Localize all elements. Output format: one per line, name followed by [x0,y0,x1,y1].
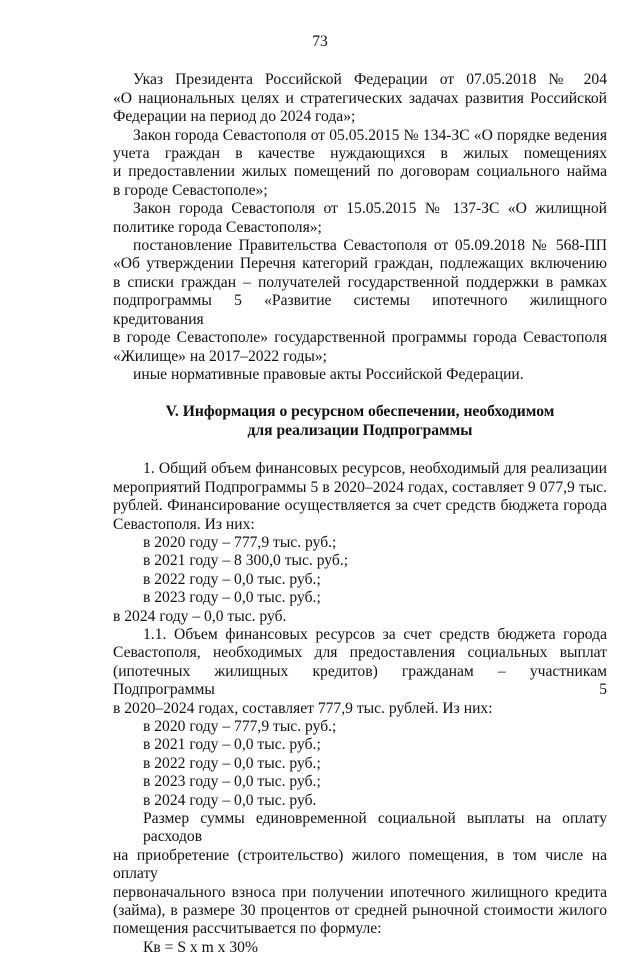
list-item: в 2023 году – 0,0 тыс. руб.; [143,589,321,607]
text-line: в списки граждан – получателей государственной поддержки в рамках [113,273,607,291]
list-item: в 2021 году – 0,0 тыс. руб.; [143,736,321,754]
text-line: в городе Севастополе» государственной программы города Севастополя [113,329,607,347]
text-line: (ипотечных жилищных кредитов) гражданам – участникам Подпрограммы 5 [113,662,607,699]
text-line: и предоставлении жилых помещений по договорам социального найма [113,163,607,181]
text-line: постановление Правительства Севастополя от 05.09.2018 № 568-ПП [133,237,607,255]
formula: Кв = S х m х 30% [143,938,258,956]
text-line: Севастополя, необходимых для предоставления социальных выплат [113,644,607,662]
text-line: на приобретение (строительство) жилого помещения, в том числе на оплату [113,846,607,883]
legal-act-law-134 [113,127,607,201]
list-item: в 2022 году – 0,0 тыс. руб.; [143,570,321,588]
text-line: учета граждан в качестве нуждающихся в жилых помещениях [113,145,607,163]
legal-acts-list [113,71,607,384]
text-line: мероприятий Подпрограммы 5 в 2020–2024 годах, составляет 9 077,9 тыс. [113,478,607,496]
text-line: в 2020–2024 годах, составляет 777,9 тыс. рублей. Из них: [113,699,493,717]
paragraph-total-funding [113,460,607,534]
text-line: «О национальных целях и стратегических задачах развития Российской [113,89,607,107]
text-line: иные нормативные правовые акты Российской Федерации. [133,365,524,383]
text-line: 1.1. Объем финансовых ресурсов за счет средств бюджета города [143,625,607,643]
text-line: Федерации на период до 2024 года»; [113,108,356,126]
funding-by-year-list [113,534,607,626]
paragraph-social-payments [113,626,607,718]
list-item: в 2024 году – 0,0 тыс. руб. [143,791,317,809]
text-line: помещения рассчитывается по формуле: [113,920,382,938]
text-line: Закон города Севастополя от 05.05.2015 № 134-ЗС «О порядке ведения [133,126,607,144]
section-heading-line: V. Информация о ресурсном обеспечении, необходимом [165,403,555,421]
section-heading [113,402,607,440]
legal-act-resolution-568 [113,237,607,366]
text-line: Размер суммы единовременной социальной выплаты на оплату расходов [143,810,607,846]
text-line: в городе Севастополе»; [113,181,268,199]
list-item: в 2024 году – 0,0 тыс. руб. [113,607,287,625]
text-line: Севастополя. Из них: [113,515,255,533]
list-item: в 2022 году – 0,0 тыс. руб.; [143,754,321,772]
text-line: рублей. Финансирование осуществляется за счет средств бюджета города [113,497,607,515]
legal-act-other [113,366,607,384]
text-line: политике города Севастополя»; [113,218,322,236]
list-item: в 2023 году – 0,0 тыс. руб.; [143,773,321,791]
list-item: в 2020 году – 777,9 тыс. руб.; [143,533,337,551]
text-line: Указ Президента Российской Федерации от 07.05.2018 № 204 [133,71,607,89]
text-line: «Жилище» на 2017–2022 годы»; [113,347,327,365]
list-item: в 2020 году – 777,9 тыс. руб.; [143,718,337,735]
text-line: (займа), в размере 30 процентов от средней рыночной стоимости жилого [113,902,607,920]
text-line: подпрограммы 5 «Развитие системы ипотечного жилищного кредитования [113,292,607,328]
text-line: «Об утверждении Перечня категорий граждан, подлежащих включению [113,255,607,273]
paragraph-payment-size [113,810,607,939]
text-line: Закон города Севастополя от 15.05.2015 № 137-ЗС «О жилищной [133,200,607,218]
legal-act-law-137 [113,200,607,237]
page-number: 73 [312,33,328,50]
text-line: 1. Общий объем финансовых ресурсов, необходимый для реализации [143,460,607,478]
text-line: первоначального взноса при получении ипотечного жилищного кредита [113,883,607,901]
legal-act-decree-204 [113,71,607,126]
list-item: в 2021 году – 8 300,0 тыс. руб.; [143,552,349,570]
social-payments-by-year-list [113,718,607,810]
section-heading-line: для реализации Подпрограммы [247,422,473,440]
